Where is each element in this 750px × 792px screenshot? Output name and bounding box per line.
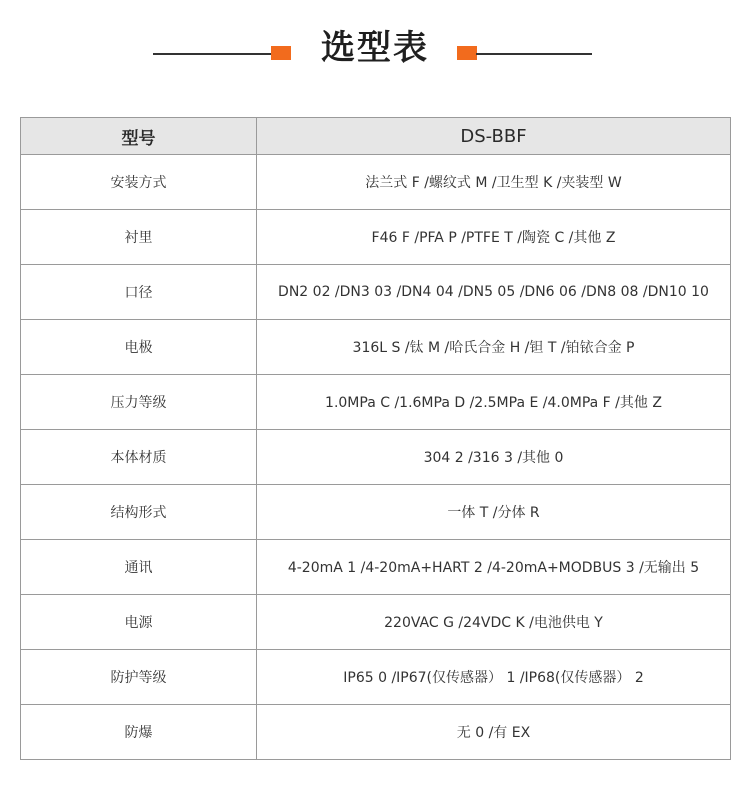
row-options: IP65 0 /IP67(仅传感器） 1 /IP68(仅传感器） 2 (257, 650, 731, 705)
table-row (21, 705, 731, 760)
table-row (21, 265, 731, 320)
row-label: 压力等级 (21, 375, 257, 430)
row-label: 口径 (21, 265, 257, 320)
row-options: 4-20mA 1 /4-20mA+HART 2 /4-20mA+MODBUS 3 /无输出 5 (257, 540, 731, 595)
table-row (21, 375, 731, 430)
row-options: 220VAC G /24VDC K /电池供电 Y (257, 595, 731, 650)
table-row (21, 595, 731, 650)
table-header-row (21, 118, 731, 155)
row-label: 结构形式 (21, 485, 257, 540)
header-label-cell: 型号 (21, 118, 257, 155)
row-options: 316L S /钛 M /哈氏合金 H /钽 T /铂铱合金 P (257, 320, 731, 375)
title-accent-square-right (457, 46, 477, 60)
table-row (21, 210, 731, 265)
row-label: 安装方式 (21, 155, 257, 210)
table-row (21, 540, 731, 595)
row-options: 法兰式 F /螺纹式 M /卫生型 K /夹装型 W (257, 155, 731, 210)
row-label: 电源 (21, 595, 257, 650)
row-options: F46 F /PFA P /PTFE T /陶瓷 C /其他 Z (257, 210, 731, 265)
table-row (21, 155, 731, 210)
selection-table (20, 117, 731, 760)
page-title: 选型表 (321, 28, 429, 68)
row-label: 防护等级 (21, 650, 257, 705)
table-row (21, 650, 731, 705)
row-label: 电极 (21, 320, 257, 375)
row-label: 本体材质 (21, 430, 257, 485)
row-label: 衬里 (21, 210, 257, 265)
row-options: DN2 02 /DN3 03 /DN4 04 /DN5 05 /DN6 06 /DN8 08 /DN10 10 (257, 265, 731, 320)
row-label: 通讯 (21, 540, 257, 595)
table-row (21, 485, 731, 540)
title-divider-right (476, 53, 592, 55)
row-options: 304 2 /316 3 /其他 0 (257, 430, 731, 485)
row-options: 1.0MPa C /1.6MPa D /2.5MPa E /4.0MPa F /其他 Z (257, 375, 731, 430)
table-row (21, 320, 731, 375)
header-model-cell: DS-BBF (257, 118, 731, 155)
row-label: 防爆 (21, 705, 257, 760)
page-title-block (0, 12, 750, 68)
row-options: 无 0 /有 EX (257, 705, 731, 760)
table-row (21, 430, 731, 485)
row-options: 一体 T /分体 R (257, 485, 731, 540)
